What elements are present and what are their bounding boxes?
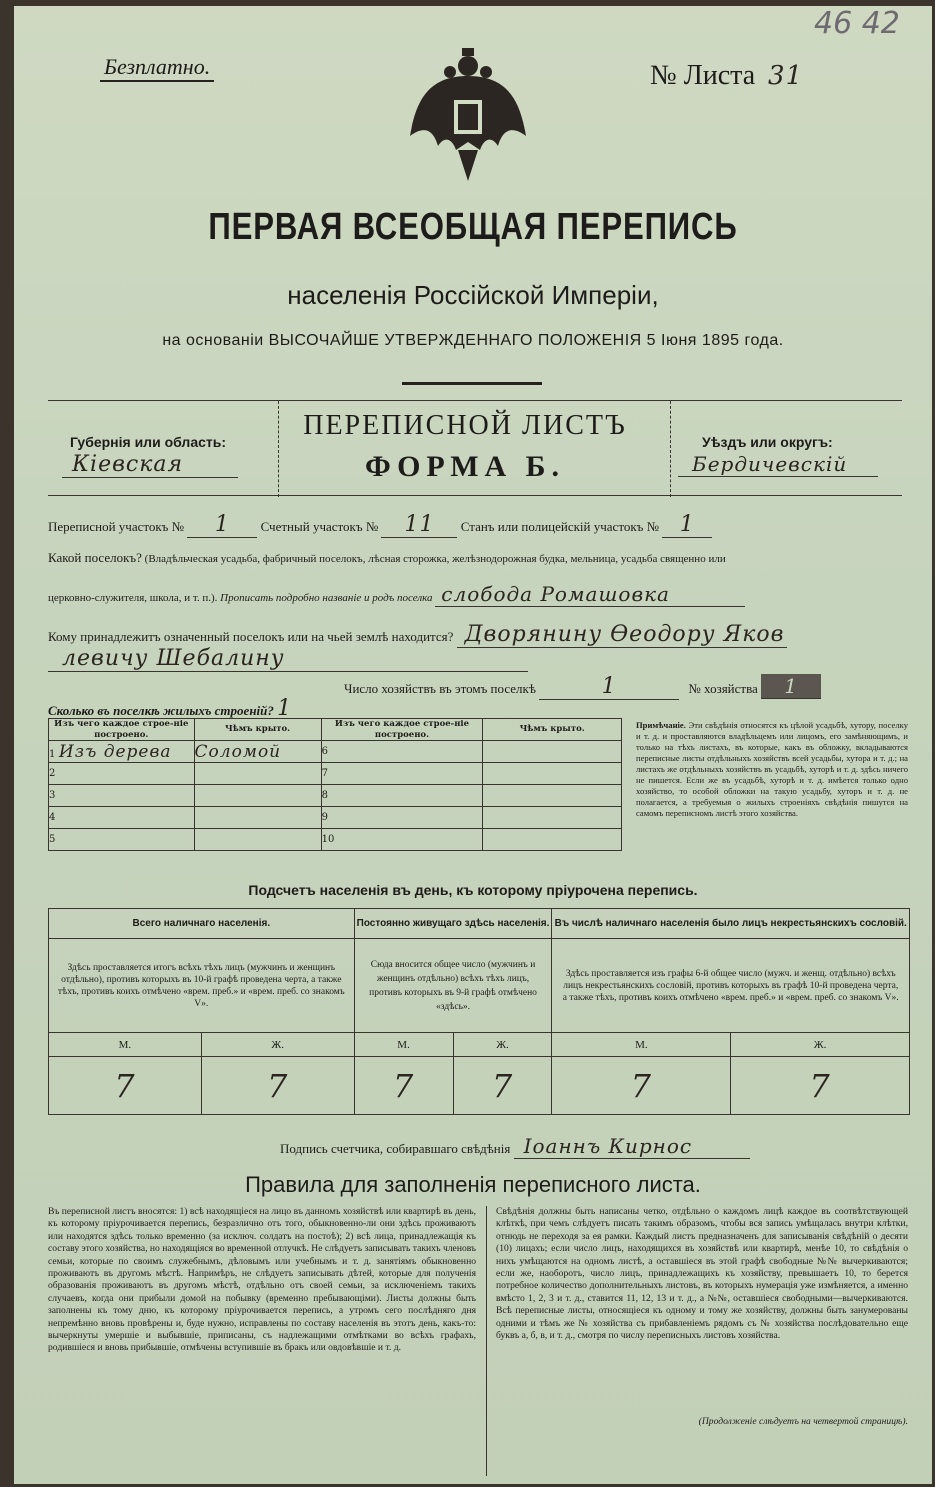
population-table (48, 908, 910, 1115)
note-title: Примѣчаніе. (636, 720, 686, 730)
census-district-value: 1 (187, 512, 257, 538)
census-sheet (14, 6, 932, 1484)
material-1: Изъ дерева (58, 741, 172, 762)
free-label: Безплатно. (100, 54, 214, 82)
pop-col1-text: Здѣсь проставляется итогъ всѣхъ тѣхъ лицъ (мужчинъ и женщинъ отдѣльно), противъ которыхъ въ 10-й графѣ проведена черта, а также тѣхъ, противъ коихъ отмѣчено «врем. преб.» и «врем. преб. со знакомъ V». (49, 939, 355, 1033)
pop-value: 7 (552, 1057, 731, 1115)
table-row: 3 8 (49, 785, 622, 807)
pop-col1-title: Всего наличнаго населенія. (49, 909, 355, 939)
pop-value: 7 (354, 1057, 453, 1115)
table-row: 2 7 (49, 763, 622, 785)
sheet-number (650, 58, 803, 92)
table-row: 4 9 (49, 807, 622, 829)
pop-value: 7 (453, 1057, 552, 1115)
stan-label: Станъ или полицейскій участокъ № (460, 519, 660, 534)
districts-line (48, 512, 908, 538)
uezd-value: Бердичевскій (678, 452, 878, 477)
roof-1: Соломой (194, 741, 282, 762)
buildings-label: Сколько въ поселкѣ жилыхъ строеній? (48, 703, 274, 718)
rules-divider (486, 1206, 487, 1476)
rules-left: Въ переписной листъ вносятся: 1) всѣ находящіеся на лицо въ данномъ хозяйствѣ или квартирѣ въ день, къ которому пріурочивается перепись, безразлично отъ того, обыкновенно-ли они здѣсь проживаютъ или находятся здѣсь только временно (за исключ. солдатъ на постоѣ); 2) всѣ лица, принадлежащія къ составу этого хозяйства, но находящіяся во временной отлучкѣ. Не слѣдуетъ записывать такихъ членовъ семьи, которые по своимъ служебнымъ, дѣловымъ или учебнымъ и т. д. занятіямъ обыкновенно проживаютъ въ другомъ мѣстѣ. Напримѣръ, не слѣдуетъ записывать дѣтей, которые для полученія образованія проживаютъ въ другомъ мѣстѣ, отдѣльно отъ своей семьи, за исключеніемъ такихъ случаевъ, когда они прибыли домой на побывку (временно пребывающіми). Листы должны быть заполнены къ тому дню, къ которому пріурочивается перепись, а утромъ сего послѣдняго дня непремѣнно вновь провѣрены и, буде нужно, исправлены по составу населенія въ этотъ день, какъ-то: вычеркнуты умершіе и выбывшіе, приписаны, съ надлежащими отмѣтками во всѣхъ графахъ, родившіеся и вновь прибывшіе, отмѣчены вступившіе въ бракъ или овдовѣвшіе и т. д. (48, 1206, 476, 1354)
signature-label: Подпись счетчика, собиравшаго свѣдѣнія (280, 1141, 511, 1156)
pop-value: 7 (201, 1057, 354, 1115)
pop-m-3: М. (552, 1033, 731, 1057)
rules-title: Правила для заполненія переписного листа. (245, 1172, 701, 1197)
coat-of-arms-icon (408, 46, 528, 186)
households-line (344, 674, 904, 700)
main-title: ПЕРВАЯ ВСЕОБЩАЯ ПЕРЕПИСЬ (208, 206, 738, 248)
settlement-instruction: Прописать подробно названіе и родъ поселка (220, 592, 433, 604)
pop-col2-text: Сюда вносится общее число (мужчинъ и женщинъ отдѣльно) всѣхъ тѣхъ лицъ, противъ которыхъ въ 9-й графѣ отмѣчено «здѣсь». (354, 939, 552, 1033)
form-name: ФОРМА Б. (364, 450, 566, 483)
corner-mark: 46 42 (814, 6, 900, 41)
table-row: 5 10 (49, 829, 622, 851)
subtitle: населенія Россійской Имперіи, (287, 280, 659, 310)
buildings-value: 1 (277, 696, 293, 721)
pop-m-1: М. (49, 1033, 202, 1057)
owner-label: Кому принадлежитъ означенный поселокъ или на чьей землѣ находится? (48, 629, 454, 644)
basis-line: на основаніи ВЫСОЧАЙШЕ УТВЕРЖДЕННАГО ПОЛОЖЕНІЯ 5 Іюня 1895 года. (162, 332, 784, 349)
pop-f-2: Ж. (453, 1033, 552, 1057)
owner-line (48, 622, 908, 648)
pop-value: 7 (731, 1057, 910, 1115)
signature-value: Іоаннъ Кирнос (514, 1134, 750, 1159)
buildings-table (48, 718, 622, 851)
sheet-number-value: 31 (768, 61, 804, 91)
buildings-note (636, 720, 908, 819)
settlement-question (48, 550, 918, 566)
census-district-label: Переписной участокъ № (48, 519, 185, 534)
guberniya-value: Кіевская (62, 452, 238, 478)
pop-m-2: М. (354, 1033, 453, 1057)
col-roof-left: Чѣмъ крыто. (194, 719, 321, 741)
sheet-title: ПЕРЕПИСНОЙ ЛИСТЪ (303, 410, 627, 441)
col-material-left: Изъ чего каждое строе-ніе построено. (49, 719, 195, 741)
sheet-number-label: № Листа (650, 60, 756, 91)
col-roof-right: Чѣмъ крыто. (483, 719, 622, 741)
households-value: 1 (539, 674, 679, 700)
settlement-hint-1: (Владѣльческая усадьба, фабричный поселокъ, лѣсная сторожка, желѣзнодорожная будка, мельница, усадьба священно или (144, 553, 726, 565)
pop-col2-title: Постоянно живущаго здѣсь населенія. (354, 909, 552, 939)
signature-line (280, 1134, 880, 1159)
rules-right: Свѣдѣнія должны быть написаны четко, отдѣльно о каждомъ лицѣ каждое въ соотвѣтствующей клѣткѣ, при чемъ слѣдуетъ писать такимъ образомъ, чтобы вся запись умѣщалась внутри клѣтки, отнюдь не переходя за ея рамки. Каждый листъ предназначенъ для записыванія свѣдѣній о десяти (10) лицахъ; если число лицъ, находящихся въ хозяйствѣ или квартирѣ, менѣе 10, то свѣдѣнія о нихъ умѣщаются на одномъ листѣ, а оставшіеся въ этой графѣ свободные №№ вычеркиваются; если же, наоборотъ, число лицъ, принадлежащихъ къ хозяйству, превышаетъ 10, то берется потребное количество дополнительныхъ листовъ, въ которыхъ нумерація уже измѣняется, а именно вмѣсто 1, 2, 3 и т. д., ставится 11, 12, 13 и т. д., а №№, оставшіеся свободными—вычеркиваются. Всѣ переписные листы, относящіеся къ одному и тому же хозяйству, должны быть занумерованы одними и тѣмъ же № хозяйства съ прибавленіемъ рядомъ съ № хозяйства послѣдовательно еще буквъ а, б, в, и т. д., смотря по числу переписныхъ листовъ хозяйства. (496, 1206, 908, 1342)
table-row: 1 Изъ дерева Соломой 6 (49, 741, 622, 763)
counting-district-value: 11 (381, 512, 457, 538)
pop-col3-title: Въ числѣ наличнаго населенія было лицъ некрестьянскихъ сословій. (552, 909, 910, 939)
counting-district-label: Счетный участокъ № (260, 519, 379, 534)
pop-col3-text: Здѣсь проставляется изъ графы 6-й общее число (мужч. и женщ. отдѣльно) всѣхъ лицъ некрестьянскихъ сословій, противъ которыхъ въ графѣ 10-й проведена черта, а также тѣхъ, противъ коихъ отмѣчено «врем. преб.» и «врем. преб. со знакомъ V». (552, 939, 910, 1033)
pop-f-1: Ж. (201, 1033, 354, 1057)
settlement-hint-2: церковно-служителя, школа, и т. п.). (48, 592, 218, 604)
population-heading: Подсчетъ населенія въ день, къ которому пріурочена перепись. (248, 882, 698, 898)
uezd-label: Уѣздъ или округъ: (702, 434, 833, 450)
household-no-label: № хозяйства (688, 681, 758, 696)
rules-continued: (Продолженіе слѣдуетъ на четвертой страницѣ). (698, 1416, 908, 1427)
pop-value: 7 (49, 1057, 202, 1115)
settlement-label: Какой поселокъ? (48, 550, 142, 565)
owner-value-2: левичу Шебалину (48, 646, 528, 672)
stan-value: 1 (662, 512, 712, 538)
household-no-value: 1 (761, 674, 821, 699)
households-label: Число хозяйствъ въ этомъ поселкѣ (344, 681, 536, 696)
settlement-question-2 (48, 582, 918, 607)
col-material-right: Изъ чего каждое строе-ніе построено. (321, 719, 483, 741)
owner-value-1: Дворянину Өеодору Яков (457, 622, 787, 648)
note-text: Эти свѣдѣнія относятся къ цѣлой усадьбѣ, хутору, поселку и т. д. и проставляются владѣльцемъ или лицомъ, его замѣняющимъ, и только на тѣхъ листахъ, въ которые, какъ въ обложку, вкладываются переписные листы отдѣльныхъ хозяйствъ всей усадьбы, хутора и т. д.; на листахъ же отдѣльныхъ хозяйствъ въ усадьбѣ, хуторѣ и т. д. здѣсь ничего не пишется. Если же въ усадьбѣ, хуторѣ и т. д. имѣется только одно хозяйство, то особой обложки на такую усадьбу, хуторъ и т. д. не полагается, а требуемыя о жилыхъ строеніяхъ свѣдѣнія пишутся на самомъ переписномъ листѣ этого хозяйства. (636, 720, 908, 818)
pop-f-3: Ж. (731, 1033, 910, 1057)
settlement-value: слобода Ромашовка (435, 582, 745, 607)
guberniya-label: Губернія или область: (70, 434, 227, 450)
divider (402, 382, 542, 385)
